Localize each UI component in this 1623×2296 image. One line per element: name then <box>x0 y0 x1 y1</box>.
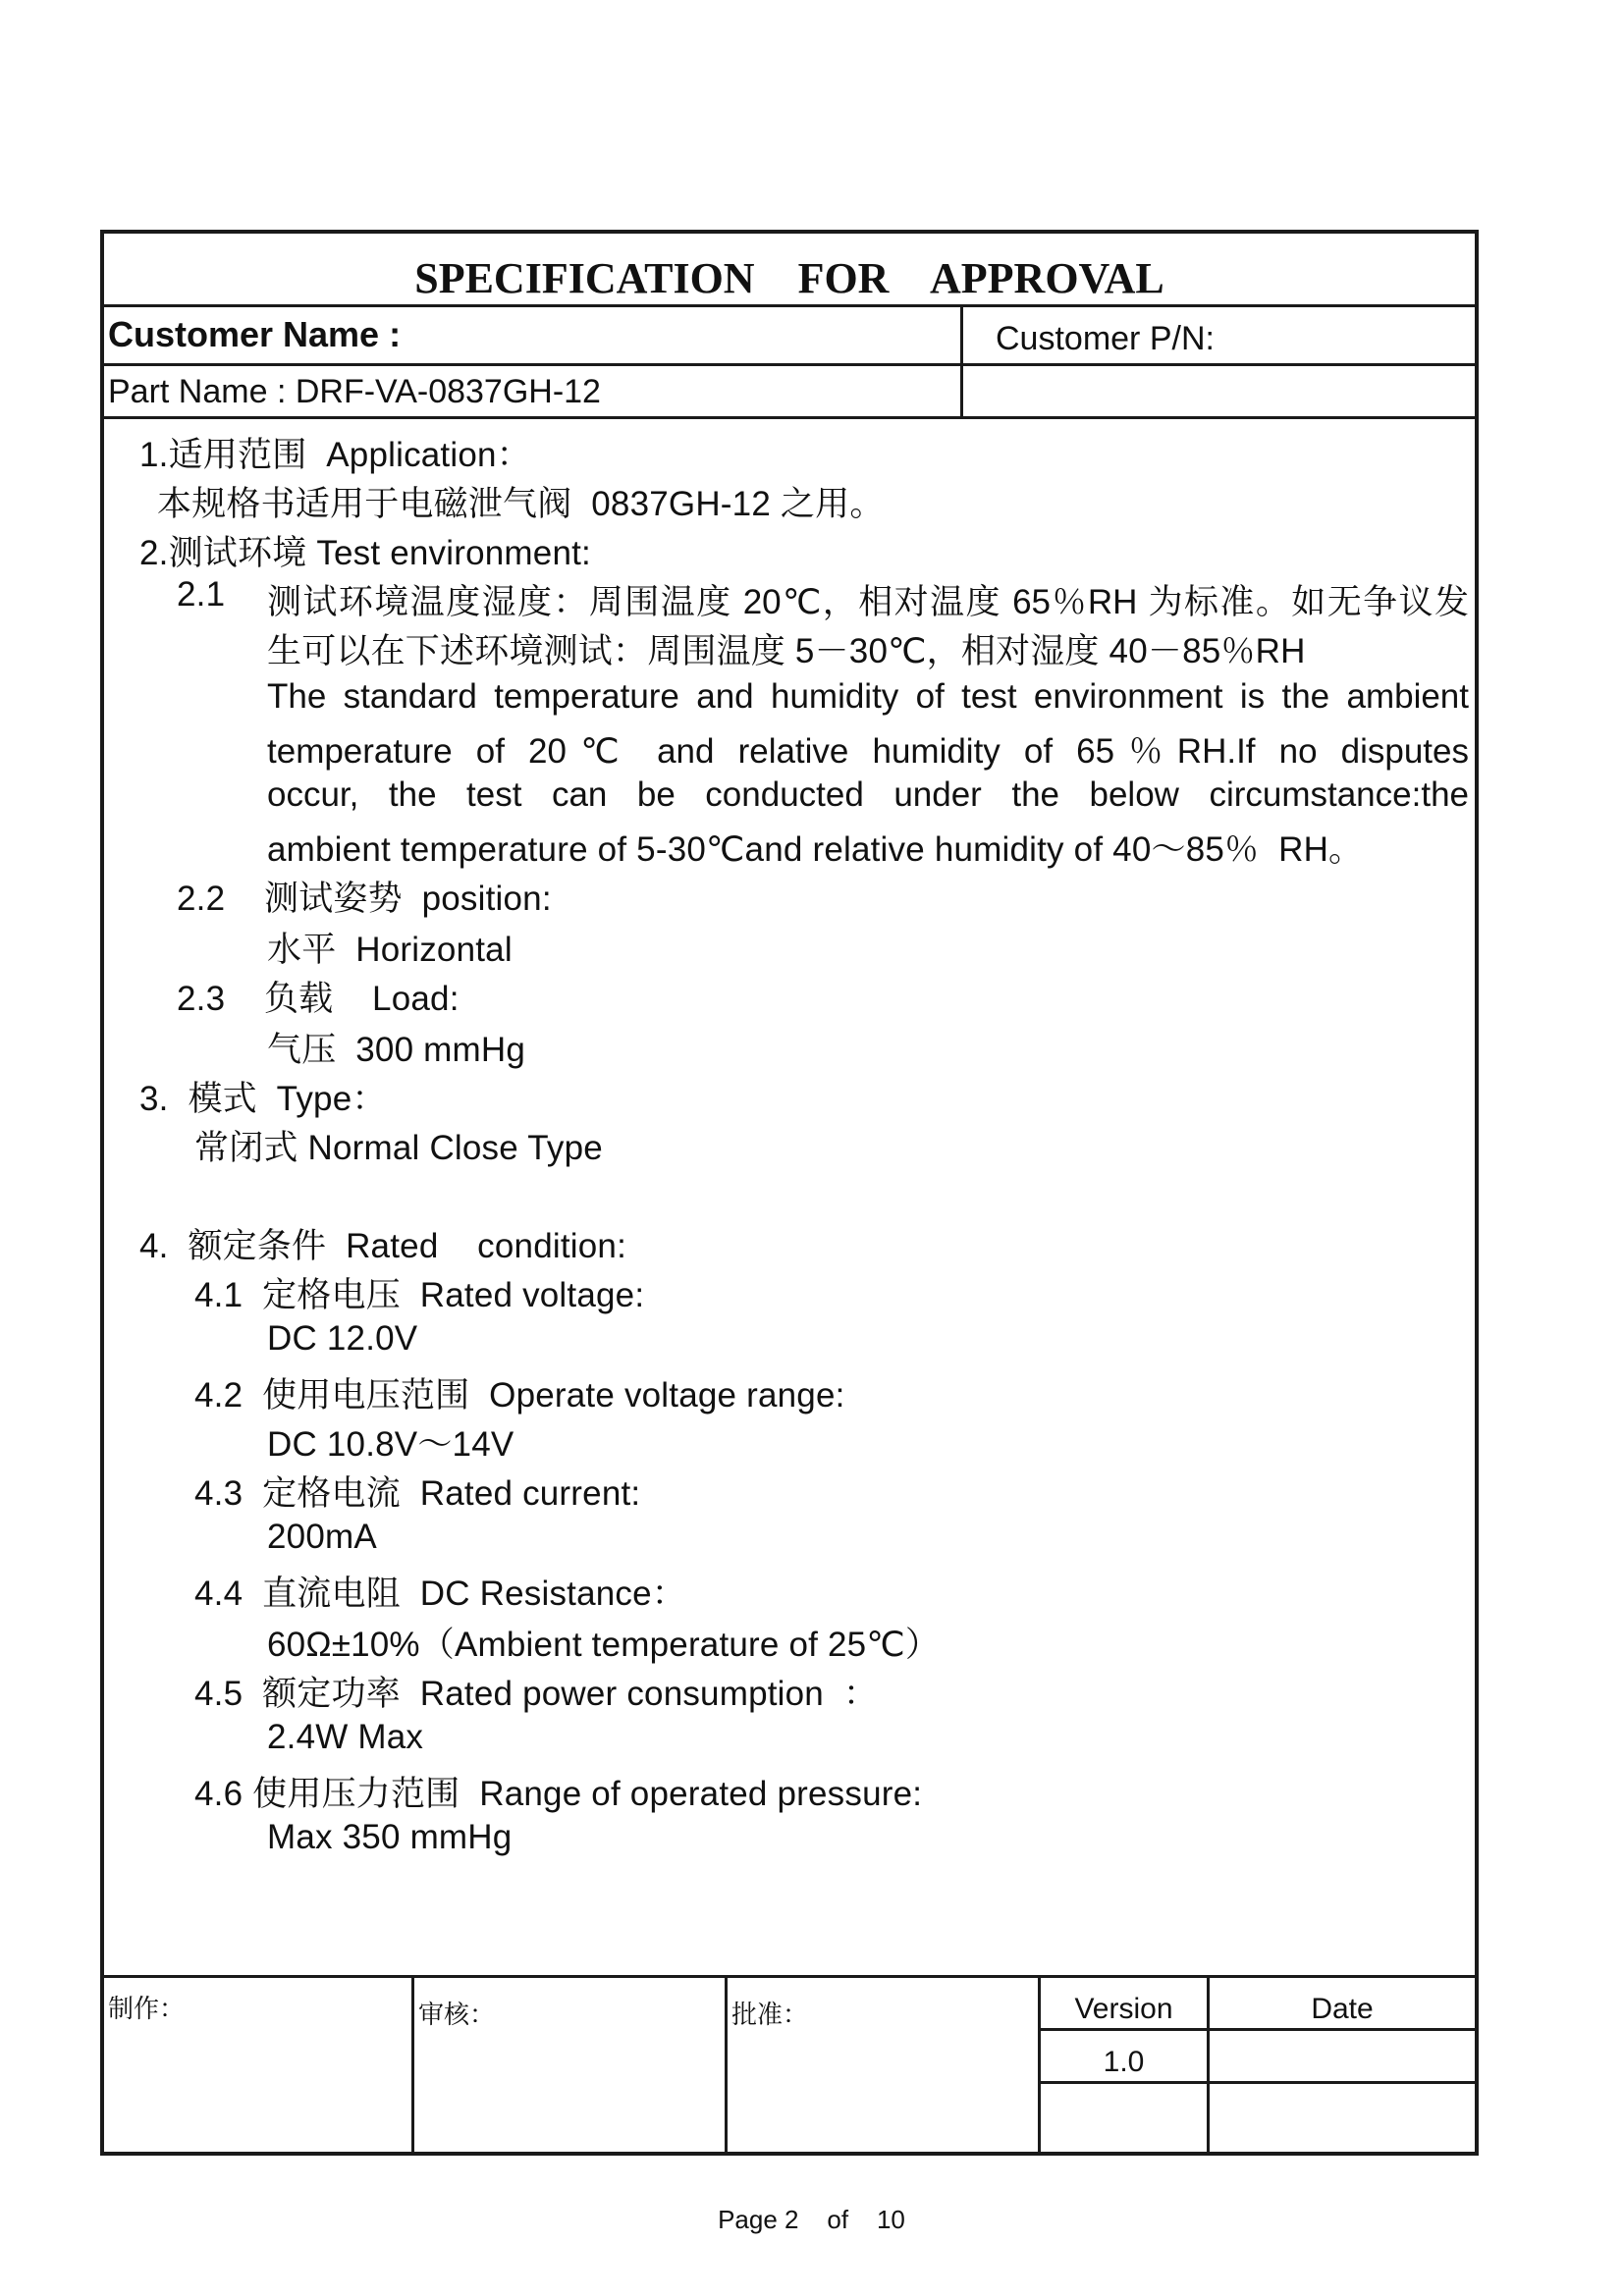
approved-by-label: 批准： <box>731 2001 809 2030</box>
section-4-1-label: 4.1 定格电压 Rated voltage: <box>194 1276 645 1314</box>
section-2-1-en-line-3: occur, the test can be conducted under the below circumstance:the <box>267 775 1469 814</box>
section-4-6-value: Max 350 mmHg <box>267 1818 513 1856</box>
section-1-title: 1.适用范围 Application： <box>139 436 531 474</box>
rule-under-part <box>104 416 1475 419</box>
customer-name-label: Customer Name : <box>108 314 402 354</box>
section-4-3-value: 200mA <box>267 1518 377 1556</box>
section-4-5-value: 2.4W Max <box>267 1718 424 1756</box>
rule-version-row <box>1038 2081 1475 2084</box>
section-2-1-number: 2.1 <box>177 575 226 614</box>
date-header: Date <box>1311 1993 1374 2025</box>
section-2-3-label: 2.3 负载 Load: <box>177 980 460 1018</box>
customer-pn-label: Customer P/N: <box>996 320 1215 357</box>
document-title: SPECIFICATION FOR APPROVAL <box>414 254 1164 302</box>
section-3-title: 3. 模式 Type： <box>139 1080 387 1118</box>
section-3-value: 常闭式 Normal Close Type <box>194 1129 603 1167</box>
section-2-1-en-line-2: temperature of 20℃ and relative humidity of 65％RH.If no disputes <box>267 732 1469 771</box>
section-2-1-en-line-1: The standard temperature and humidity of test environment is the ambient <box>267 677 1469 716</box>
version-value: 1.0 <box>1103 2046 1145 2078</box>
made-by-label: 制作： <box>108 1995 186 2024</box>
divider-made <box>411 1975 414 2152</box>
section-2-title: 2.测试环境 Test environment: <box>139 534 591 572</box>
version-header: Version <box>1074 1993 1173 2025</box>
section-4-2-label: 4.2 使用电压范围 Operate voltage range: <box>194 1376 845 1415</box>
section-2-2-value: 水平 Horizontal <box>267 931 513 969</box>
section-1-body: 本规格书适用于电磁泄气阀 0837GH-12 之用。 <box>157 485 885 523</box>
reviewed-by-label: 审核： <box>418 2001 496 2030</box>
section-4-6-label: 4.6 使用压力范围 Range of operated pressure: <box>194 1775 923 1813</box>
section-2-1-cn-line-1: 测试环境温度湿度：周围温度 20℃，相对温度 65％RH 为标准。如无争议发 <box>267 583 1469 621</box>
rule-approval-top <box>104 1975 1475 1978</box>
divider-customer <box>960 304 963 416</box>
section-2-3-value: 气压 300 mmHg <box>267 1031 526 1069</box>
section-4-2-value: DC 10.8V～14V <box>267 1425 514 1464</box>
divider-review <box>725 1975 728 2152</box>
section-4-5-label: 4.5 额定功率 Rated power consumption ： <box>194 1675 879 1713</box>
rule-under-title <box>104 304 1475 307</box>
section-4-4-label: 4.4 直流电阻 DC Resistance： <box>194 1575 686 1613</box>
spec-frame <box>100 230 1479 2156</box>
part-name: Part Name : DRF-VA-0837GH-12 <box>108 373 601 410</box>
section-4-3-label: 4.3 定格电流 Rated current: <box>194 1474 641 1513</box>
rule-version-header <box>1038 2028 1475 2031</box>
section-4-1-value: DC 12.0V <box>267 1319 418 1358</box>
section-2-2-label: 2.2 测试姿势 position: <box>177 880 552 918</box>
section-4-title: 4. 额定条件 Rated condition: <box>139 1227 627 1265</box>
page-number: Page 2 of 10 <box>718 2205 905 2234</box>
section-4-4-value: 60Ω±10%（Ambient temperature of 25℃） <box>267 1626 941 1664</box>
section-2-1-en-line-4: ambient temperature of 5-30℃and relative humidity of 40～85％ RH。 <box>267 830 1364 869</box>
rule-under-customer <box>104 363 1475 366</box>
section-2-1-cn-line-2: 生可以在下述环境测试：周围温度 5－30℃，相对湿度 40－85％RH <box>267 632 1306 670</box>
